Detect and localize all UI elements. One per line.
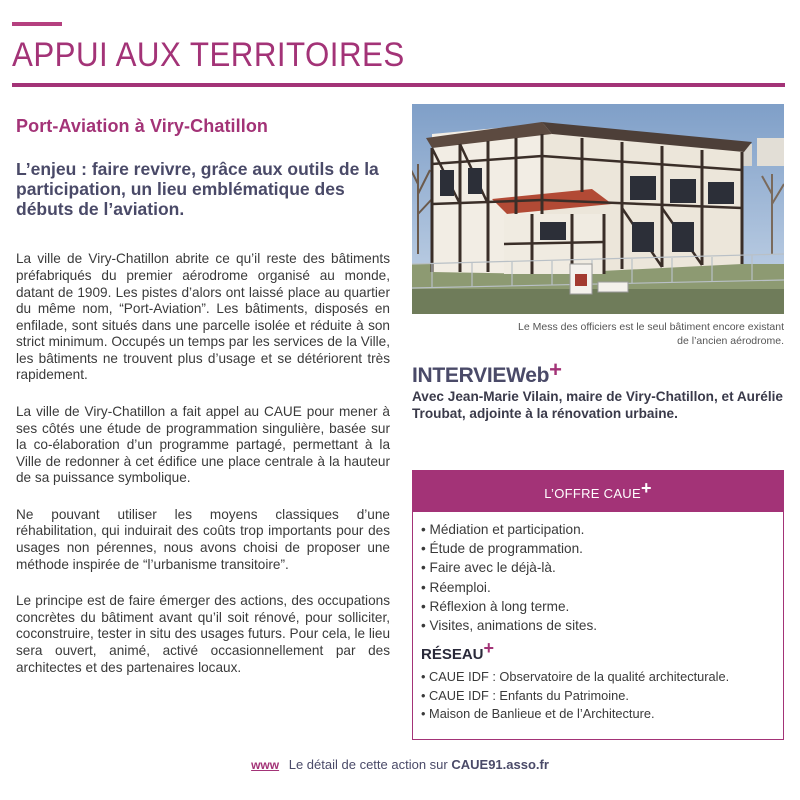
article-body <box>16 251 390 676</box>
offre-list <box>413 512 783 635</box>
offre-caue-box <box>412 470 784 740</box>
footer <box>0 757 800 772</box>
article-paragraph-2: La ville de Viry-Chatillon a fait appel au CAUE pour mener à ses côtés une étude de programmation singulière, basée sur la co-élaboration d’un programme partagé, permettant à la Ville de redonner à cet édifice une place centrale à la hauteur de sa puissance symbolique. <box>16 404 390 486</box>
reseau-item: • CAUE IDF : Enfants du Patrimoine. <box>421 687 629 703</box>
reseau-title: RÉSEAU <box>421 646 484 664</box>
article-paragraph-1: La ville de Viry-Chatillon abrite ce qu’il reste des bâtiments préfabriqués du premier aérodrome organisé au monde, datant de 1909. Les pistes d’alors ont laissé place au quartier du même nom, “Port-Aviation”. Les bâtiments, disposés en enfilade, sont situés dans une parcelle isolée et réduite à son strict minimum. Occupés un temps par les services de la Ville, les bâtiments ne trouvent plus d’usage et se détériorent très rapidement. <box>16 251 390 383</box>
www-icon: www <box>251 758 280 772</box>
article-paragraph-4: Le principe est de faire émerger des actions, des occupations concrètes du bâtiment avant qu’il soit rénové, pour solliciter, coconstruire, tester in situ des usages futurs. Pour cela, le lieu sera ouvert, animé, activé occasionnellement par des architectes et des partenaires locaux. <box>16 593 391 675</box>
offre-item: • Réflexion à long terme. <box>421 598 570 614</box>
offre-item: • Visites, animations de sites. <box>421 618 598 634</box>
reseau-item: • CAUE IDF : Observatoire de la qualité architecturale. <box>421 669 730 685</box>
header-accent-bar <box>12 22 62 26</box>
building-photo <box>412 104 784 314</box>
photo-caption-line-2: de l’ancien aérodrome. <box>677 335 784 348</box>
reseau-item: • Maison de Banlieue et de l’Architecture. <box>421 706 655 722</box>
interview-title: INTERVIEWeb <box>412 364 550 387</box>
photo-caption-line-1: Le Mess des officiers est le seul bâtiment encore existant <box>518 321 784 333</box>
page-title: APPUI AUX TERRITOIRES <box>12 36 405 74</box>
plus-icon: + <box>640 478 652 498</box>
plus-icon: + <box>483 638 495 659</box>
offre-item: • Réemploi. <box>421 579 491 595</box>
offre-item: • Étude de programmation. <box>421 541 583 557</box>
offre-caue-header <box>413 471 783 512</box>
offre-item: • Médiation et participation. <box>421 522 585 537</box>
offre-item: • Faire avec le déjà-là. <box>421 560 556 576</box>
plus-icon: + <box>549 357 562 382</box>
article-column <box>16 116 390 676</box>
footer-site-link[interactable]: CAUE91.asso.fr <box>451 757 549 772</box>
section-title: Port-Aviation à Viry-Chatillon <box>16 116 269 136</box>
header-divider <box>12 83 785 87</box>
footer-text: Le détail de cette action sur <box>288 757 448 772</box>
photo-caption <box>412 320 784 348</box>
offre-caue-title: L’OFFRE CAUE <box>544 486 641 501</box>
enjeu-statement: L’enjeu : faire revivre, grâce aux outils de la participation, un lieu emblématique des débuts de l’aviation. <box>16 159 379 220</box>
article-paragraph-3: Ne pouvant utiliser les moyens classiques d’une réhabilitation, qui induirait des coûts trop importants pour des usages non pérennes, nous avons choisi de proposer une méthode inspirée de “l’urbanisme transitoire”. <box>16 506 390 572</box>
timber-frame-building-illustration <box>412 104 784 314</box>
interview-description: Avec Jean-Marie Vilain, maire de Viry-Chatillon, et Aurélie Troubat, adjointe à la rénovation urbaine. <box>412 389 783 421</box>
reseau-heading <box>421 638 783 664</box>
reseau-list <box>413 664 783 724</box>
interview-heading <box>412 357 562 388</box>
